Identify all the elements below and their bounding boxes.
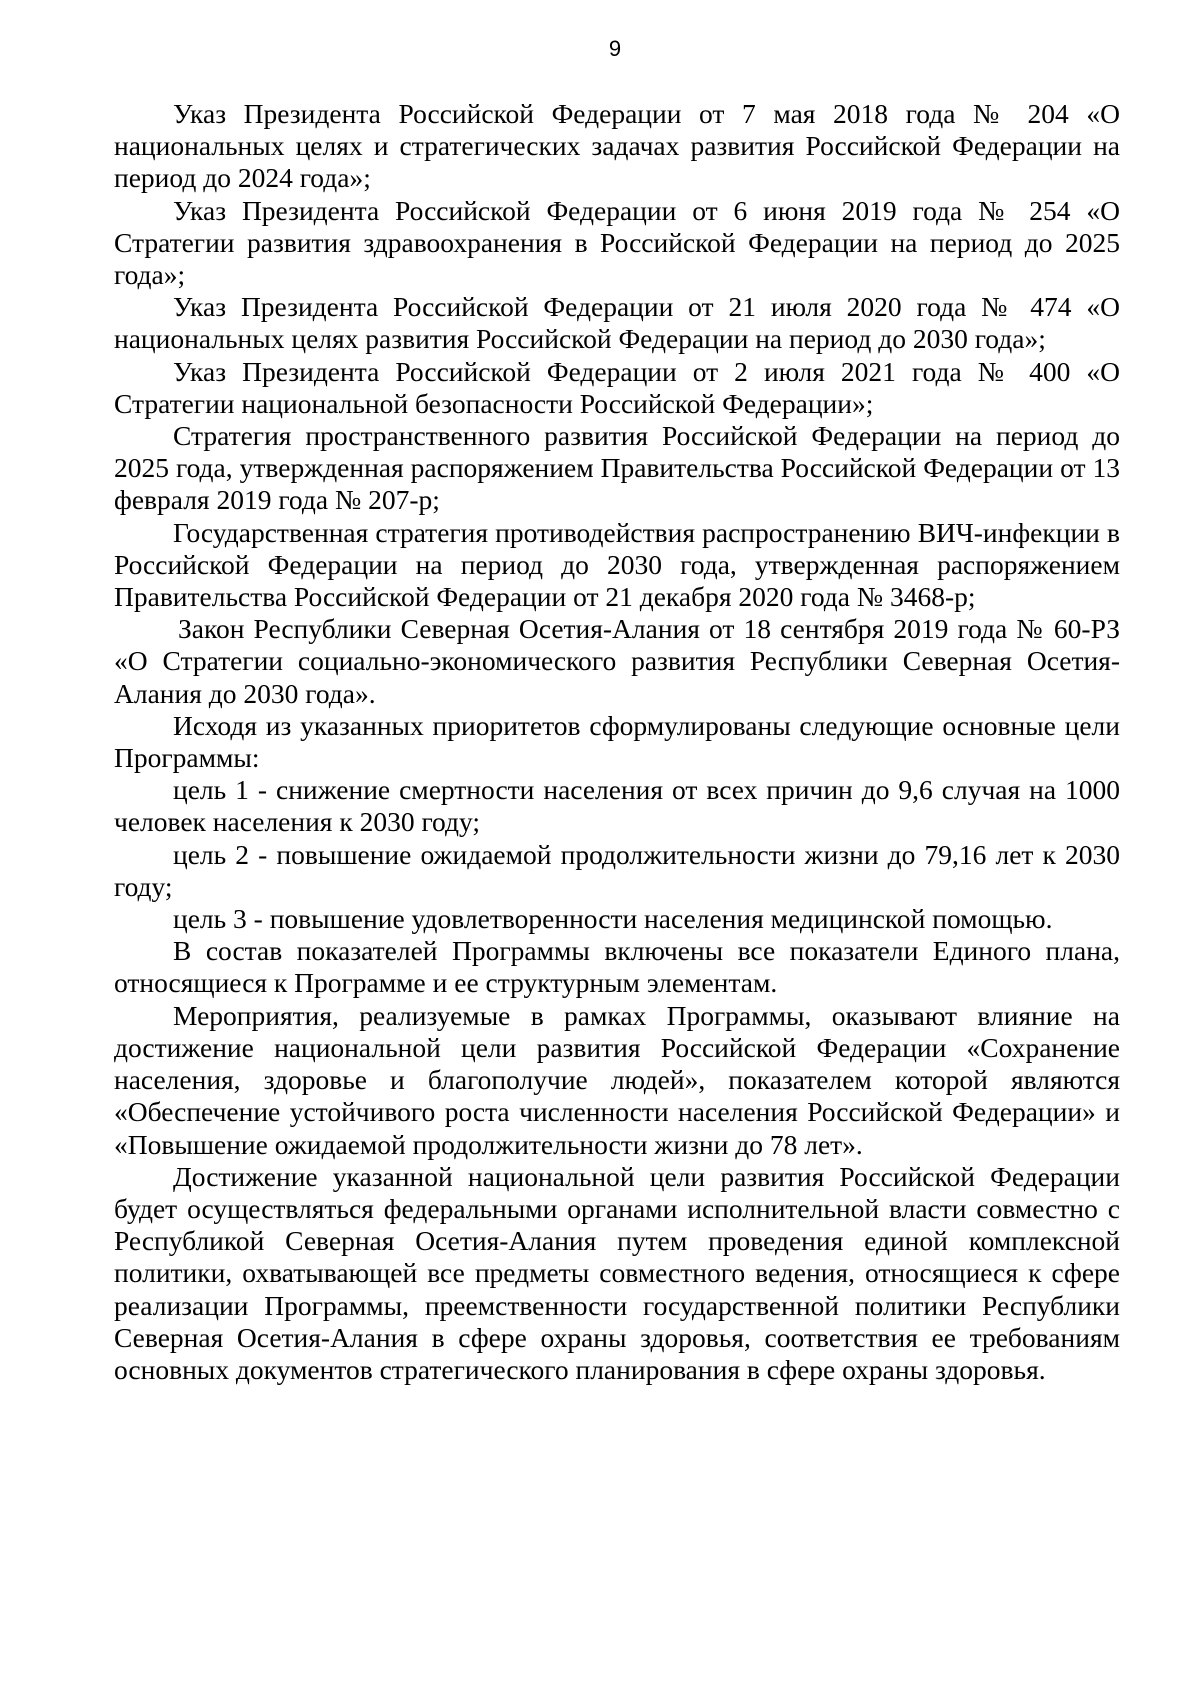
paragraph-goal-1: цель 1 - снижение смертности населения от всех причин до 9,6 случая на 1000 человек населения к 2030 году; bbox=[114, 774, 1120, 838]
paragraph-goal-3: цель 3 - повышение удовлетворенности населения медицинской помощью. bbox=[173, 903, 1053, 935]
paragraph-decree-2018: Указ Президента Российской Федерации от 7 мая 2018 года № 204 «О национальных целях и стратегических задачах развития Российской Федерации на период до 2024 года»; bbox=[114, 98, 1120, 194]
paragraph-measures: Мероприятия, реализуемые в рамках Программы, оказывают влияние на достижение национальной цели развития Российской Федерации «Сохранение населения, здоровье и благополучие людей», показателем которой являются «Обеспечение устойчивого роста численности населения Российской Федерации» и «Повышение ожидаемой продолжительности жизни до 78 лет». bbox=[114, 999, 1120, 1160]
paragraph-decree-2020: Указ Президента Российской Федерации от 21 июля 2020 года № 474 «О национальных целях развития Российской Федерации на период до 2030 года»; bbox=[114, 291, 1120, 355]
paragraph-indicators: В состав показателей Программы включены все показатели Единого плана, относящиеся к Программе и ее структурным элементам. bbox=[114, 935, 1120, 999]
paragraph-hiv-strategy: Государственная стратегия противодействия распространению ВИЧ-инфекции в Российской Федерации на период до 2030 года, утвержденная распоряжением Правительства Российской Федерации от 21 декабря 2020 года № 3468-р; bbox=[114, 516, 1120, 613]
paragraph-decree-2021: Указ Президента Российской Федерации от 2 июля 2021 года № 400 «О Стратегии национальной безопасности Российской Федерации»; bbox=[114, 355, 1120, 419]
page-number: 9 bbox=[608, 36, 622, 61]
paragraph-achievement: Достижение указанной национальной цели развития Российской Федерации будет осуществляться федеральными органами исполнительной власти совместно с Республикой Северная Осетия-Алания путем проведения единой комплексной политики, охватывающей все предметы совместного ведения, относящиеся к сфере реализации Программы, преемственности государственной политики Республики Северная Осетия-Алания в сфере охраны здоровья, соответствия ее требованиям основных документов стратегического планирования в сфере охраны здоровья. bbox=[114, 1160, 1120, 1385]
paragraph-regional-law: Закон Республики Северная Осетия-Алания от 18 сентября 2019 года № 60-РЗ «О Стратегии социально-экономического развития Республики Северная Осетия-Алания до 2030 года». bbox=[114, 613, 1120, 709]
paragraph-spatial-strategy: Стратегия пространственного развития Российской Федерации на период до 2025 года, утвержденная распоряжением Правительства Российской Федерации от 13 февраля 2019 года № 207-р; bbox=[114, 420, 1120, 516]
paragraph-decree-2019: Указ Президента Российской Федерации от 6 июня 2019 года № 254 «О Стратегии развития здравоохранения в Российской Федерации на период до 2025 года»; bbox=[114, 194, 1120, 291]
document-body bbox=[114, 98, 1120, 1386]
paragraph-goals-intro: Исходя из указанных приоритетов сформулированы следующие основные цели Программы: bbox=[114, 709, 1120, 774]
paragraph-goal-2: цель 2 - повышение ожидаемой продолжительности жизни до 79,16 лет к 2030 году; bbox=[114, 838, 1120, 902]
